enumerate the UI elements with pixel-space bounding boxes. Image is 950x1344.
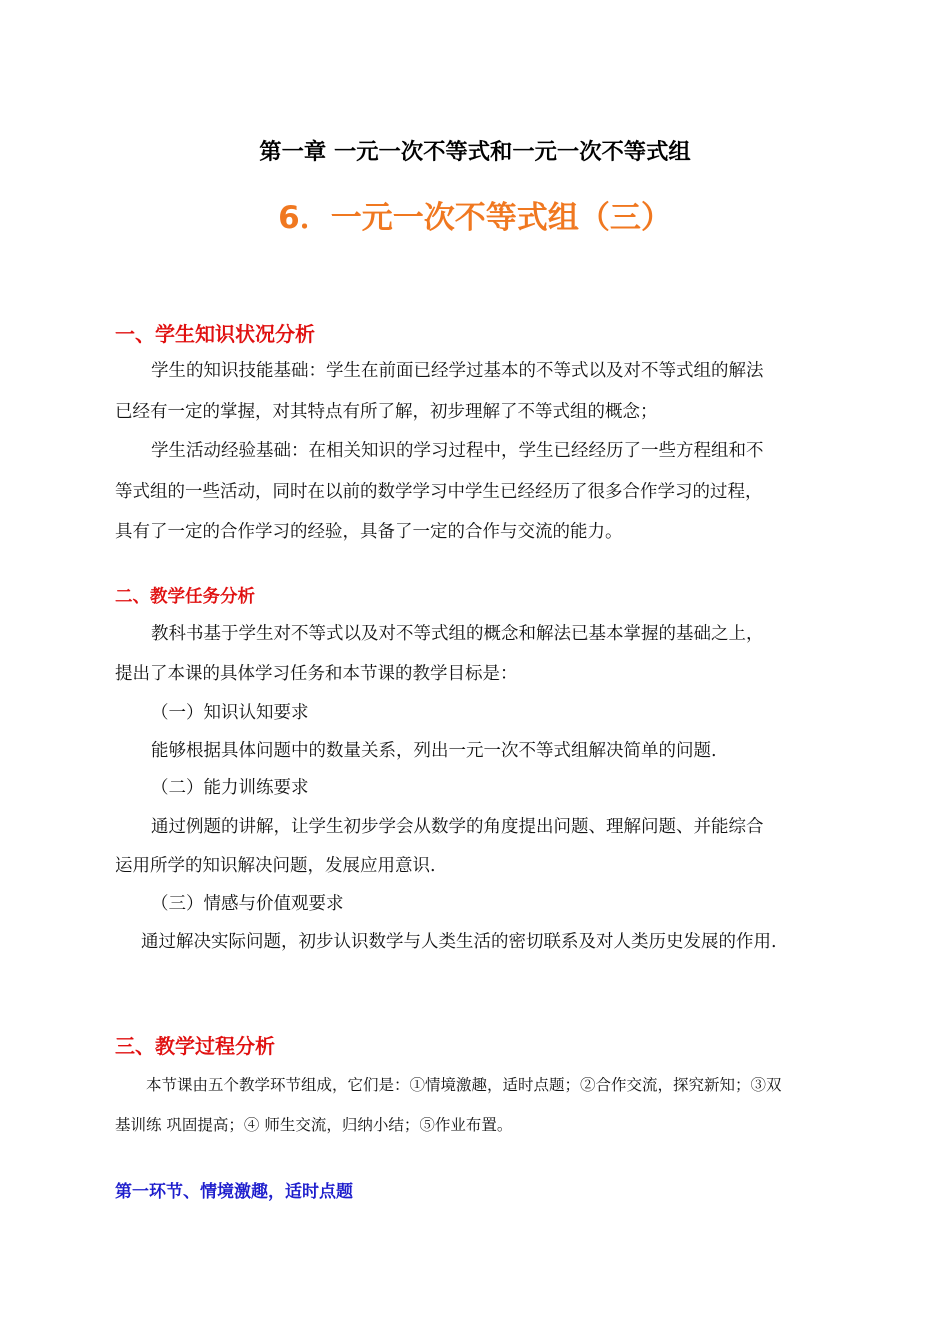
subheading-values-requirement: （三）情感与价值观要求 bbox=[151, 894, 344, 914]
paragraph-line: 运用所学的知识解决问题，发展应用意识. bbox=[115, 856, 436, 876]
paragraph-line: 学生活动经验基础：在相关知识的学习过程中，学生已经经历了一些方程组和不 bbox=[151, 441, 764, 461]
chapter-title: 第一章 一元一次不等式和一元一次不等式组 bbox=[259, 139, 691, 165]
lesson-title: 6．一元一次不等式组（三） bbox=[278, 200, 672, 236]
paragraph-line: 教科书基于学生对不等式以及对不等式组的概念和解法已基本掌握的基础之上， bbox=[151, 624, 764, 644]
paragraph-line: 已经有一定的掌握，对其特点有所了解，初步理解了不等式组的概念； bbox=[115, 402, 658, 422]
paragraph-line: 等式组的一些活动，同时在以前的数学学习中学生已经经历了很多合作学习的过程， bbox=[115, 482, 763, 502]
subheading-ability-requirement: （二）能力训练要求 bbox=[151, 778, 309, 798]
paragraph-line: 能够根据具体问题中的数量关系，列出一元一次不等式组解决简单的问题. bbox=[151, 741, 717, 761]
paragraph-line: 通过解决实际问题，初步认识数学与人类生活的密切联系及对人类历史发展的作用. bbox=[141, 932, 777, 952]
paragraph-line: 学生的知识技能基础：学生在前面已经学过基本的不等式以及对不等式组的解法 bbox=[151, 361, 764, 381]
paragraph-line: 具有了一定的合作学习的经验，具备了一定的合作与交流的能力。 bbox=[115, 522, 623, 542]
section-heading-student-knowledge: 一、学生知识状况分析 bbox=[115, 322, 315, 346]
section-heading-teaching-task: 二、教学任务分析 bbox=[115, 587, 255, 607]
paragraph-line: 通过例题的讲解，让学生初步学会从数学的角度提出问题、理解问题、并能综合 bbox=[151, 817, 764, 837]
paragraph-line: 基训练 巩固提高；④ 师生交流，归纳小结；⑤作业布置。 bbox=[115, 1116, 513, 1134]
section-heading-teaching-process: 三、教学过程分析 bbox=[115, 1034, 275, 1058]
subsection-heading-first-stage: 第一环节、情境激趣，适时点题 bbox=[115, 1182, 353, 1202]
paragraph-line: 提出了本课的具体学习任务和本节课的教学目标是： bbox=[115, 664, 518, 684]
subheading-knowledge-requirement: （一）知识认知要求 bbox=[151, 703, 309, 723]
paragraph-line: 本节课由五个教学环节组成，它们是：①情境激趣，适时点题；②合作交流，探究新知；③双 bbox=[146, 1076, 782, 1094]
